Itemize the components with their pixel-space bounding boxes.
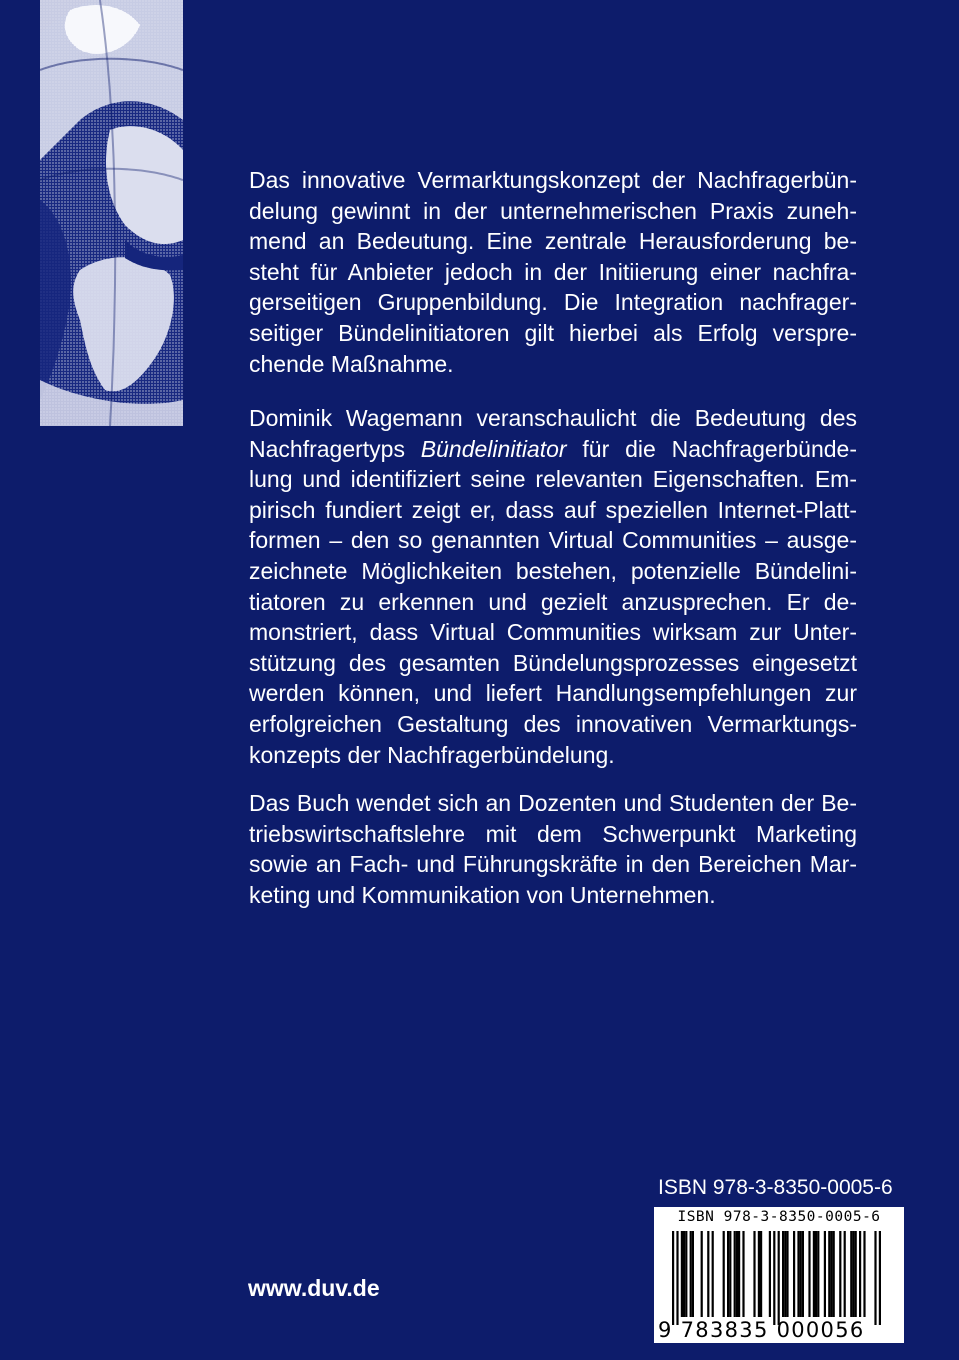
barcode-bar <box>692 1231 694 1317</box>
text-segment: Nachfragertyps <box>249 435 421 462</box>
barcode-bar <box>850 1231 852 1317</box>
description-paragraph-1 <box>249 165 857 379</box>
barcode-bar <box>824 1231 826 1317</box>
text-line: pirisch fundiert zeigt er, dass auf speziellen Internet-Platt- <box>249 496 857 523</box>
barcode-bar <box>784 1231 786 1317</box>
barcode-bar <box>855 1231 857 1317</box>
barcode-bar <box>802 1231 804 1317</box>
barcode-bar <box>701 1231 703 1317</box>
barcode-bar <box>738 1231 740 1317</box>
barcode-bar <box>786 1231 788 1317</box>
barcode-bar <box>808 1231 810 1317</box>
text-line: sowie an Fach- und Führungskräfte in den Bereichen Mar- <box>249 851 857 878</box>
barcode-bar <box>815 1231 817 1317</box>
text-line: triebswirtschaftslehre mit dem Schwerpunkt Marketing <box>249 820 857 847</box>
barcode-bar <box>797 1231 799 1317</box>
barcode-bar <box>753 1231 755 1317</box>
barcode-bar <box>742 1231 744 1317</box>
description-paragraph-2 <box>249 403 857 770</box>
barcode-bar <box>727 1231 729 1317</box>
barcode-bar <box>712 1231 714 1317</box>
barcode-bar <box>778 1231 780 1325</box>
isbn-label: ISBN 978-3-8350-0005-6 <box>658 1176 893 1199</box>
barcode-bar <box>723 1231 725 1317</box>
text-line: konzepts der Nachfragerbündelung. <box>249 741 615 768</box>
text-line: delung gewinnt in der unternehmerischen Praxis zuneh- <box>249 197 857 224</box>
barcode-bar <box>852 1231 854 1317</box>
text-line: Das Buch wendet sich an Dozenten und Studenten der Be- <box>249 790 857 816</box>
text-line: Das innovative Vermarktungskonzept der Nachfragerbün- <box>249 167 857 193</box>
book-term-italic: Bündelinitiator <box>420 435 567 462</box>
barcode-bar <box>707 1231 709 1317</box>
text-line: formen – den so genannten Virtual Communities – ausge- <box>249 527 857 554</box>
barcode-bars <box>654 1231 904 1327</box>
description-paragraph-3 <box>249 788 857 910</box>
barcode-bar <box>830 1231 832 1317</box>
barcode-bar <box>828 1231 830 1317</box>
text-line: mend an Bedeutung. Eine zentrale Herausforderung be- <box>249 228 857 255</box>
barcode-bar <box>859 1231 861 1317</box>
barcode-bar <box>729 1231 731 1317</box>
barcode-bar <box>800 1231 802 1317</box>
barcode-bar <box>833 1231 835 1317</box>
text-line: seitiger Bündelinitiatoren gilt hierbei als Erfolg verspre- <box>249 319 857 346</box>
text-line: lung und identifiziert seine relevanten Eigenschaften. Em- <box>249 466 857 493</box>
barcode-bar <box>685 1231 687 1317</box>
barcode-bar <box>863 1231 865 1317</box>
barcode-bar <box>760 1231 762 1317</box>
text-line <box>249 434 857 465</box>
text-line: monstriert, dass Virtual Communities wirksam zur Unter- <box>249 619 857 646</box>
barcode-bar <box>758 1231 760 1317</box>
barcode-bar <box>690 1231 692 1317</box>
barcode-bar <box>672 1231 674 1325</box>
globe-image <box>40 0 183 426</box>
barcode-bar <box>874 1231 876 1325</box>
barcode-bar <box>676 1231 678 1325</box>
text-line: zeichnete Möglichkeiten bestehen, potenzielle Bündelini- <box>249 557 857 584</box>
text-line: Dominik Wagemann veranschaulicht die Bedeutung des <box>249 405 857 431</box>
barcode-bar <box>813 1231 815 1317</box>
text-line: tiatoren zu erkennen und gezielt anzusprechen. Er de- <box>249 588 857 615</box>
text-line: steht für Anbieter jedoch in der Initiierung einer nachfra- <box>249 258 857 285</box>
barcode-bar <box>681 1231 683 1317</box>
text-line: gerseitigen Gruppenbildung. Die Integration nachfrager- <box>249 289 857 316</box>
barcode-bar <box>736 1231 738 1317</box>
text-line: stützung des gesamten Bündelungsprozesses eingesetzt <box>249 649 857 676</box>
text-line: erfolgreichen Gestaltung des innovativen Vermarktungs- <box>249 710 857 737</box>
text-segment: für die Nachfragerbünde- <box>566 435 857 462</box>
barcode-bar <box>683 1231 685 1317</box>
barcode-isbn-label: ISBN 978-3-8350-0005-6 <box>677 1209 881 1225</box>
barcode-bar <box>793 1231 795 1317</box>
barcode-bar <box>839 1231 841 1317</box>
barcode-digits: 9 783835 000056 <box>658 1318 865 1342</box>
barcode-bar <box>773 1231 775 1325</box>
text-line: keting und Kommunikation von Unternehmen. <box>249 881 716 908</box>
website-link[interactable]: www.duv.de <box>248 1275 380 1301</box>
barcode <box>654 1207 904 1343</box>
barcode-bar <box>879 1231 881 1325</box>
barcode-bar <box>844 1231 846 1317</box>
barcode-bar <box>734 1231 736 1317</box>
barcode-bar <box>769 1231 771 1317</box>
barcode-bar <box>782 1231 784 1317</box>
barcode-bar <box>817 1231 819 1317</box>
text-line: chende Maßnahme. <box>249 350 454 377</box>
text-line: werden können, und liefert Handlungsempfehlungen zur <box>249 680 857 707</box>
